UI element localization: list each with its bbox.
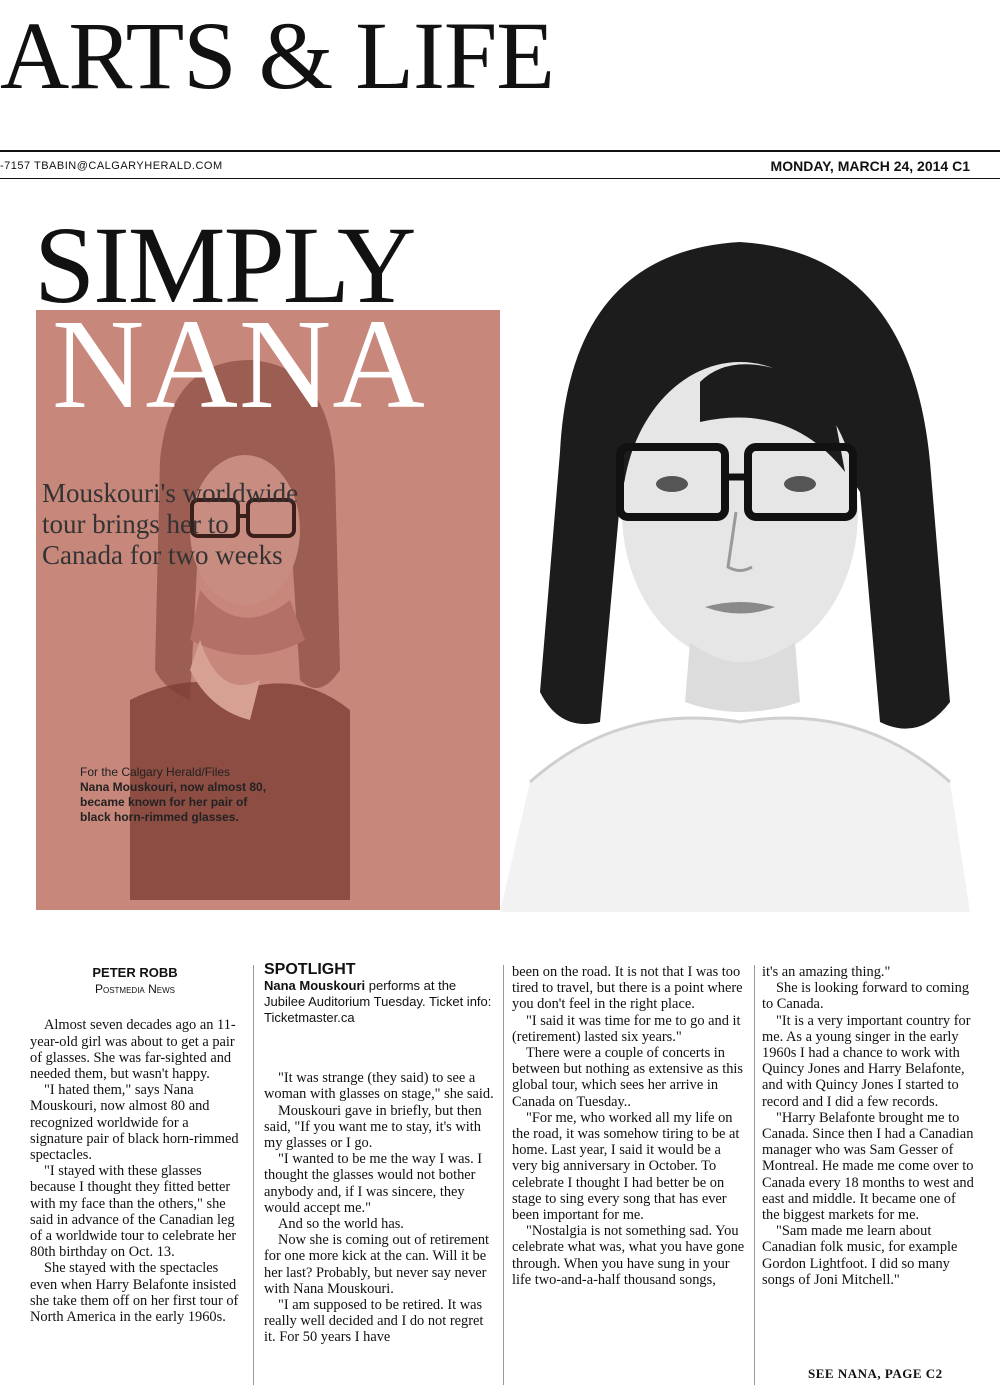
paragraph: "I said it was time for me to go and it (retirement) lasted six years.": [512, 1012, 741, 1045]
paragraph: There were a couple of concerts in between but nothing as extensive as this global tour, which sees her arrive in Canada on Tuesday..: [512, 1045, 744, 1110]
paragraph: been on the road. It is not that I was too tired to travel, but there is a point where you don't feel in the right place.: [512, 964, 743, 1013]
dateline: MONDAY, MARCH 24, 2014 C1: [770, 158, 970, 174]
column-divider: [253, 965, 254, 1385]
paragraph: She is looking forward to coming to Canada.: [762, 980, 970, 1013]
spotlight-info: [264, 978, 496, 1026]
paragraph: Now she is coming out of retirement for one more kick at the can. Will it be her last? Probably, but never say never with Nana Mouskouri.: [264, 1232, 490, 1297]
spotlight-lead: Nana Mouskouri: [264, 978, 366, 994]
spotlight-text: performs at the Jubilee Auditorium Tuesday. Ticket info: Ticketmaster.ca: [264, 978, 492, 1026]
paragraph: Almost seven decades ago an 11-year-old girl was about to get a pair of glasses. She was far-sighted and needed them, but wasn't happy.: [30, 1017, 236, 1083]
byline-agency: Postmedia News: [94, 982, 175, 997]
spotlight-heading: SPOTLIGHT: [264, 961, 356, 978]
photo-caption-text: Nana Mouskouri, now almost 80, became known for her pair of black horn-rimmed glasses.: [80, 780, 267, 824]
paragraph: "It is a very important country for me. As a young singer in the early 1960s I had a chance to work with Quincy Jones and Harry Belafonte, and with Quincy Jones I started to record and I did a few records.: [762, 1012, 971, 1110]
section-masthead: ARTS & LIFE: [0, 2, 554, 109]
paragraph: "I am supposed to be retired. It was really well decided and I do not regret it. For 50 years I have: [264, 1297, 484, 1346]
photo-caption: [80, 765, 280, 825]
article-column-2: [264, 962, 496, 1346]
paragraph: She stayed with the spectacles even when Harry Belafonte insisted she take them off on her first tour of North America in the early 1960s.: [30, 1260, 239, 1326]
paragraph: "Nostalgia is not something sad. You celebrate what was, what you have gone through. When you have sung in your life two-and-a-half thousand songs,: [512, 1223, 745, 1288]
paragraph: "I stayed with these glasses because I thought they fitted better with my face than the others," she said in advance of the Canadian leg of a worldwide tour to celebrate her 80th birthday on Oct. 13.: [30, 1163, 237, 1261]
deck-text: Mouskouri's worldwide tour brings her to Canada for two weeks: [42, 478, 299, 570]
headline-line1: SIMPLY: [34, 204, 415, 326]
article-column-1: [30, 965, 240, 1325]
paragraph: "I wanted to be me the way I was. I thought the glasses would not bother anybody and, if I was sincere, they would accept me.": [264, 1151, 483, 1216]
jump-line: SEE NANA, PAGE C2: [808, 1366, 943, 1381]
article-column-4: [762, 964, 976, 1288]
paragraph: And so the world has.: [278, 1216, 404, 1233]
masthead-rule-bottom: [0, 178, 1000, 179]
headline-line2: NANA: [52, 293, 426, 435]
masthead-rule-top: [0, 150, 1000, 152]
photo-credit: For the Calgary Herald/Files: [80, 765, 231, 779]
byline-author: PETER ROBB: [92, 965, 178, 980]
paragraph: it's an amazing thing.": [762, 964, 891, 980]
article-column-3: [512, 964, 748, 1288]
column-divider: [503, 965, 504, 1385]
portrait-photo: [500, 222, 970, 912]
paragraph: "I hated them," says Nana Mouskouri, now almost 80 and recognized worldwide for a signature pair of black horn-rimmed spectacles.: [30, 1082, 239, 1164]
paragraph: "For me, who worked all my life on the road, it was somehow tiring to be at home. Last year, I said it would be a very big anniversary in October. To celebrate I thought I had better be on stage to sing every song that has ever been important for me.: [512, 1109, 740, 1224]
column-divider: [754, 965, 755, 1385]
paragraph: "Harry Belafonte brought me to Canada. Since then I had a Canadian manager who was Sam Gesser of Montreal. He made me come over to Canada every 18 months to west and east and middle. It became one of the biggest markets for me.: [762, 1109, 974, 1224]
paragraph: "It was strange (they said) to see a woman with glasses on stage," she said.: [264, 1070, 494, 1103]
contact-line: -7157 TBABIN@CALGARYHERALD.COM: [0, 160, 223, 172]
paragraph: Mouskouri gave in briefly, but then said, "If you want me to stay, it's with my glasses or I go.: [264, 1102, 482, 1152]
paragraph: "Sam made me learn about Canadian folk music, for example Gordon Lightfoot. I did so many songs of Joni Mitchell.": [762, 1223, 958, 1288]
